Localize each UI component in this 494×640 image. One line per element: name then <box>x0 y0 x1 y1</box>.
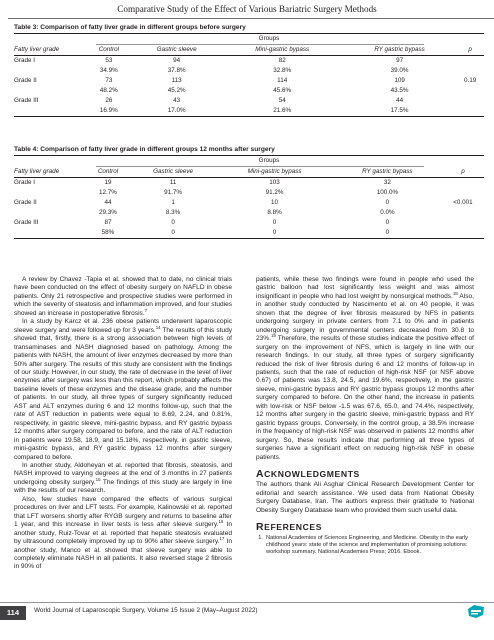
table-cell: <0.001 <box>453 198 473 206</box>
table-cell: 44 <box>104 198 112 206</box>
table-cell <box>456 55 484 66</box>
table-row <box>14 66 484 76</box>
table-cell: 17.0% <box>132 106 222 117</box>
table-4-header: Mini-gastric bypass <box>216 167 333 178</box>
table-cell: 8.3% <box>165 208 181 216</box>
table-cell <box>14 188 86 198</box>
table-4-header: Gastric sleeve <box>130 167 216 178</box>
table-row <box>14 86 484 96</box>
table-row <box>14 55 484 66</box>
table-cell: 0 <box>333 228 442 239</box>
paragraph-text: In another study, Ruiz-Tovar et al. reported that hepatic steatosis evaluated by ultrasound completely improved by up to 90% after sleeve surgery. <box>14 521 232 546</box>
table-cell: 10 <box>271 198 279 206</box>
paragraph-text: Therefore, the results of these studies indicate the positive effect of surgery on the improvement of NFS, which is largely in line with our research findings. In our study, all three types of surgery significantly reduced the risk of liver fibrosis during 6 and 12 months of follow-up in patients, such that the rate of reduction of high-risk NSF (or NSF above 0.67) of patients was 13.8, 24.5, and 19.6%, respectively, in the gastric sleeve, mini-gastric bypass and RY gastric bypass groups 12 months after surgery compared to before. On the other hand, the increase in patients with low-risk or NSF below -1.5 was 67.6, 65.0, and 74.4%, respectively, 12 months after surgery in the gastric sleeve, mini-gastric bypass and RY gastric bypass groups. Conversely, in the control group, a 38.5% increase in the frequency of high-risk NSF was observed in patients 12 months after surgery. So, these results indicate that performing all three types of surgeries have a significant effect on reducing high-risk NSF in obese patients. <box>256 335 474 461</box>
table-cell: 12.7% <box>99 188 117 196</box>
reference-text: National Academies of Sciences Engineering, and Medicine. Obesity in the early childhood years: state of the science and implementation of promising solutions: workshop summary. National Academies Press; 2016. Ebook. <box>266 534 469 556</box>
publisher-logo-icon <box>466 603 486 620</box>
table-cell <box>442 228 484 239</box>
paragraph-text: The findings of this study are largely in line with the results of our research. <box>14 478 232 495</box>
table-row <box>14 218 484 228</box>
reference-number: 1. <box>258 534 263 541</box>
table-cell <box>14 66 86 76</box>
table-3-grid <box>14 45 484 117</box>
table-4-caption: Table 4: Comparison of fatty liver grade in different groups 12 months after surgery <box>14 146 275 153</box>
table-cell: 0 <box>216 228 333 239</box>
table-cell: 39.0% <box>390 66 409 74</box>
table-cell <box>442 218 484 228</box>
table-cell: 0.0% <box>380 208 395 216</box>
paragraph <box>256 276 474 462</box>
table-cell: 0 <box>130 228 216 239</box>
table-cell: 91.2% <box>265 188 284 196</box>
table-cell: 45.2% <box>167 86 186 94</box>
table-cell: Grade II <box>14 198 37 206</box>
table-cell: 43 <box>173 96 181 104</box>
table-cell: 43.5% <box>390 86 409 94</box>
table-4-header: Control <box>86 167 130 178</box>
running-head: Comparative Study of the Effect of Various Bariatric Surgery Methods <box>117 4 377 14</box>
table-cell: 48.2% <box>99 86 118 94</box>
table-cell: 114 <box>277 76 288 84</box>
table-cell: Grade I <box>14 56 35 64</box>
table-4-group-label: Groups <box>258 157 280 164</box>
table-4-header: Fatty liver grade <box>14 167 86 178</box>
table-cell: 0 <box>272 218 277 226</box>
body-column-right <box>256 276 474 557</box>
table-cell <box>442 177 484 188</box>
footer-rule <box>0 602 494 603</box>
heading-capital: A <box>256 468 265 480</box>
heading-capital: R <box>256 522 265 534</box>
citation: 7 <box>144 307 148 313</box>
table-cell: 21.6% <box>222 106 343 117</box>
table-cell: 32.8% <box>273 66 292 74</box>
table-4 <box>14 144 484 239</box>
table-cell: Grade III <box>14 218 39 226</box>
table-cell: Grade II <box>14 76 37 84</box>
table-cell: 8.8% <box>267 208 282 216</box>
table-cell <box>442 208 484 218</box>
table-cell: 53 <box>105 56 113 64</box>
table-4-header: p <box>442 167 484 178</box>
table-row <box>14 228 484 239</box>
table-cell: 87 <box>104 218 112 226</box>
header-rule <box>8 18 494 19</box>
table-row <box>14 188 484 198</box>
table-cell: 58% <box>86 228 130 239</box>
table-cell <box>456 96 484 106</box>
table-cell: 97 <box>396 56 404 64</box>
table-cell <box>14 106 86 117</box>
paragraph-text: A review by Chavez -Tapia et al. showed that to date, no clinical trials have been conducted on the effect of obesity surgery on NAFLD in obese patients. Only 21 retrospective and prospective studies were performed in which the severity of steatosis and inflammation improved, and four studies showed an increase in postoperative fibrosis. <box>14 276 232 317</box>
table-cell <box>456 106 484 117</box>
table-cell: 11 <box>169 178 177 186</box>
paragraph <box>14 276 232 318</box>
paragraph-text: The results of this study showed that, firstly, there is a strong association between high levels of transaminases and NASH diagnosed based on pathology. Among the patients with NASH, the amount of liver enzymes decreased by more than 50% after surgery. The results of this study are consistent with the findings of our study. However, in our study, the rate of decrease in the level of liver enzymes after surgery was less than this report, which probably affects the baseline levels of these enzymes and the disease grade, and the number of patients. In our study, all three types of surgery significantly reduced AST and ALT enzymes during 6 and 12 months follow-up, such that the rate of AST reduction in patients were equal to 8.69, 2.24, and 0.81%, respectively, in gastric sleeve, mini-gastric bypass, and RY gastric bypass 12 months after surgery compared to before, and the rate of ALT reduction in patients were 19.58, 18.9, and 15.18%, respectively, in gastric sleeve, mini-gastric bypass, and RY gastric bypass 12 months after surgery compared to before. <box>14 326 232 461</box>
table-cell <box>14 228 86 239</box>
body-column-left <box>14 276 232 572</box>
paragraph-text: In a study by Karcz et al. 236 obese patients underwent laparoscopic sleeve surgery and were followed up for 3 years. <box>14 318 232 334</box>
page-number: 114 <box>0 606 26 620</box>
table-cell: 32 <box>383 178 391 186</box>
table-row <box>14 198 484 208</box>
table-cell: Grade III <box>14 96 39 104</box>
table-cell: 0 <box>385 218 390 226</box>
paragraph <box>14 496 232 572</box>
table-4-header: RY gastric bypass <box>333 167 442 178</box>
paragraph-text: patients, while these two findings were found in people who used the gastric balloon had lost significantly less weight and was almost insignificant in people who had lost weight by nonsurgical methods. <box>256 276 474 300</box>
table-cell: 1 <box>171 198 175 206</box>
citation: 14 <box>155 324 161 330</box>
table-row <box>14 76 484 86</box>
citation: 16 <box>218 518 224 524</box>
heading-rest: EFERENCES <box>264 522 323 533</box>
table-3-header: Fatty liver grade <box>14 45 86 56</box>
table-cell: 26 <box>105 96 113 104</box>
paragraph-text: Also, few studies have compared the effects of various surgical procedures on liver and LFT tests. For example, Kalinowski et al. reported that LFT worsens shortly after RYGB surgery and returns to baseline after 1 year, and this increase in liver tests is less after sleeve surgery. <box>14 495 232 529</box>
acknowledgments-heading <box>256 470 474 479</box>
table-cell <box>442 188 484 198</box>
paragraph-text: Also, in another study conducted by Nascimento et al. on 40 people, it was shown that the degree of liver fibrosis measured by NFS in patients undergoing surgery in private centers from 7.1 to 0% and in patients undergoing surgery in governmental centers decreased from 30.8 to 23%. <box>256 292 474 343</box>
table-cell <box>14 208 86 218</box>
table-cell: 45.6% <box>273 86 292 94</box>
heading-rest: CKNOWLEDGMENTS <box>264 468 360 479</box>
table-cell: 91.7% <box>164 188 183 196</box>
table-cell <box>14 86 86 96</box>
journal-citation: World Journal of Laparoscopic Surgery, Volume 15 Issue 2 (May–August 2022) <box>34 607 258 614</box>
table-3-header: Gastric sleeve <box>132 45 222 56</box>
table-cell <box>456 66 484 76</box>
table-row <box>14 96 484 106</box>
citation: 17 <box>219 535 225 541</box>
publisher-logo-graphic <box>466 603 486 620</box>
table-cell: 109 <box>394 76 405 84</box>
citation: 15 <box>95 476 101 482</box>
table-3 <box>14 22 484 117</box>
table-3-group-label: Groups <box>258 35 280 42</box>
table-cell <box>456 86 484 96</box>
citation: 19 <box>270 333 276 338</box>
table-row <box>14 177 484 188</box>
paragraph-text: In another study, Aldoheyan et al. reported that fibrosis, steatosis, and NASH improved to varying degrees at the end of 3 months in 27 patients undergoing obesity surgery. <box>14 461 232 486</box>
table-cell: 113 <box>171 76 182 84</box>
table-cell: 16.9% <box>86 106 132 117</box>
reference-item <box>256 535 474 557</box>
table-cell: 44 <box>396 96 404 104</box>
table-3-caption: Table 3: Comparison of fatty liver grade in different groups before surgery <box>14 24 246 31</box>
table-cell: Grade I <box>14 178 35 186</box>
table-cell: 82 <box>278 56 286 64</box>
table-cell: 100.0% <box>376 188 399 196</box>
table-row <box>14 208 484 218</box>
citation: 18 <box>452 290 458 296</box>
table-3-header: p <box>456 45 484 56</box>
table-cell: 73 <box>105 76 113 84</box>
table-cell: 19 <box>104 178 112 186</box>
table-cell: 0 <box>171 218 175 226</box>
table-row <box>14 106 484 117</box>
table-cell: 0.19 <box>464 76 477 84</box>
references-heading <box>256 523 474 532</box>
table-cell: 37.8% <box>167 66 186 74</box>
paragraph-text: In another study, Manco et al. showed that sleeve surgery was able to completely eliminate NASH in all patients. It also reversed stage 2 fibrosis in 90% of <box>14 538 232 571</box>
acknowledgments-text: The authors thank Ali Asghar Clinical Research Development Center for editorial and search assistance. We used data from National Obesity Surgery Database, Iran. The authors express their gratitude to National Obesity Surgery Database team who provided them such useful data. <box>256 481 474 514</box>
paragraph <box>14 462 232 496</box>
table-4-grid <box>14 167 484 239</box>
table-3-header: RY gastric bypass <box>343 45 456 56</box>
table-3-header: Mini-gastric bypass <box>222 45 343 56</box>
table-cell: 0 <box>385 198 390 206</box>
table-cell: 54 <box>278 96 286 104</box>
table-3-header: Control <box>86 45 132 56</box>
table-cell: 94 <box>173 56 181 64</box>
table-cell: 103 <box>269 178 280 186</box>
table-cell: 34.9% <box>99 66 118 74</box>
table-cell: 17.5% <box>343 106 456 117</box>
table-cell: 29.3% <box>99 208 117 216</box>
paragraph <box>14 318 232 462</box>
